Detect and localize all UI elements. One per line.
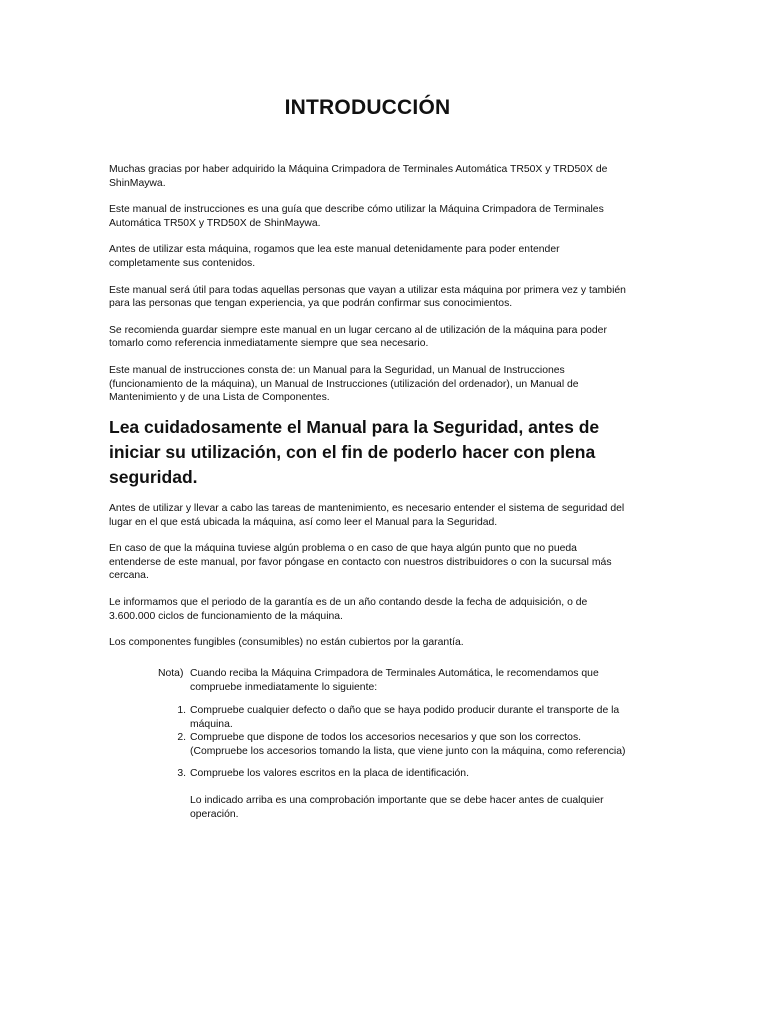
intro-paragraph: Este manual de instrucciones es una guía que describe cómo utilizar la Máquina Crimpadora de Terminales Automática TR50X y TRD50X de ShinMaywa. bbox=[109, 204, 604, 229]
checklist-number: 3. bbox=[177, 767, 186, 779]
checklist-text: Compruebe cualquier defecto o daño que se haya podido producir durante el transporte de la máquina. bbox=[190, 705, 620, 730]
note-label: Nota) bbox=[158, 668, 184, 679]
checklist bbox=[158, 704, 628, 780]
note-text: Cuando reciba la Máquina Crimpadora de Terminales Automática, le recomendamos que compruebe inmediatamente lo siguiente: bbox=[190, 668, 599, 693]
body-paragraph: Le informamos que el periodo de la garantía es de un año contando desde la fecha de adquisición, o de 3.600.000 ciclos de funcionamiento de la máquina. bbox=[109, 596, 588, 622]
intro-paragraph: Antes de utilizar esta máquina, rogamos que lea este manual detenidamente para poder entender completamente sus contenidos. bbox=[109, 244, 560, 269]
intro-paragraph: Este manual de instrucciones consta de: un Manual para la Seguridad, un Manual de Instrucciones (funcionamiento de la máquina), un Manual de Instrucciones (utilización del ordenador), un Manual de Mantenimiento y de una Lista de Componentes. bbox=[109, 364, 579, 404]
checklist-item bbox=[158, 767, 628, 781]
safety-notice-heading: Lea cuidadosamente el Manual para la Seguridad, antes de iniciar su utilización, con el fin de poderlo hacer con plena seguridad. bbox=[109, 417, 600, 487]
checklist-number: 2. bbox=[177, 732, 186, 744]
note-block bbox=[158, 667, 628, 821]
intro-paragraph: Muchas gracias por haber adquirido la Máquina Crimpadora de Terminales Automática TR50X y TRD50X de ShinMaywa. bbox=[109, 164, 608, 189]
note-closing: Lo indicado arriba es una comprobación importante que se debe hacer antes de cualquier operación. bbox=[190, 795, 604, 820]
body-paragraph: Los componentes fungibles (consumibles) no están cubiertos por la garantía. bbox=[109, 637, 464, 649]
page-title: INTRODUCCIÓN bbox=[284, 96, 451, 119]
intro-section bbox=[109, 163, 629, 418]
checklist-item bbox=[158, 731, 628, 758]
note-header bbox=[158, 667, 628, 694]
body-paragraph: Antes de utilizar y llevar a cabo las tareas de mantenimiento, es necesario entender el sistema de seguridad del lugar en el que está ubicada la máquina, así como leer el Manual para la Seguridad. bbox=[109, 503, 625, 528]
checklist-item bbox=[158, 704, 628, 731]
checklist-number: 1. bbox=[177, 705, 186, 717]
body-paragraph: En caso de que la máquina tuviese algún problema o en caso de que haya algún punto que no pueda entenderse de este manual, por favor póngase en contacto con nuestros distribuidores o con la sucursal más cercana. bbox=[109, 543, 612, 582]
checklist-text: Compruebe los valores escritos en la placa de identificación. bbox=[190, 767, 469, 779]
intro-paragraph: Se recomienda guardar siempre este manual en un lugar cercano al de utilización de la máquina para poder tomarlo como referencia inmediatamente siempre que sea necesario. bbox=[109, 324, 607, 350]
warranty-section bbox=[109, 502, 629, 663]
checklist-text: Compruebe que dispone de todos los accesorios necesarios y que son los correctos. (Compruebe los accesorios tomando la lista, que viene junto con la máquina, como referencia) bbox=[190, 732, 626, 757]
intro-paragraph: Este manual será útil para todas aquellas personas que vayan a utilizar esta máquina por primera vez y también para las personas que tengan experiencia, ya que podrán confirmar sus conocimientos. bbox=[109, 284, 626, 310]
